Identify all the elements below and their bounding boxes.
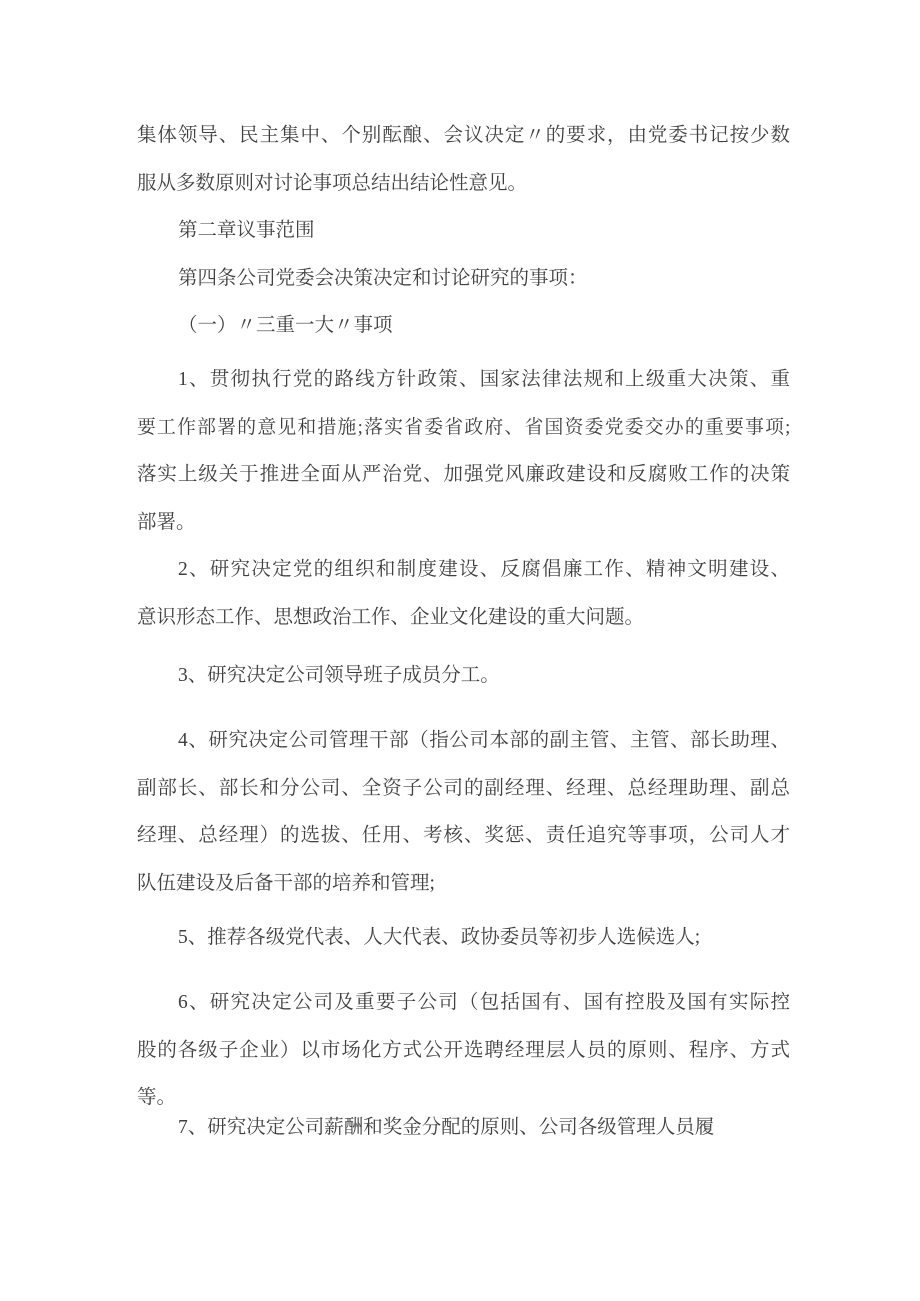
text-line: 第二章议事范围 [178,220,315,242]
text-line: 意识形态工作、思想政治工作、企业文化建设的重大问题。 [137,606,645,628]
text-line: 6、研究决定公司及重要子公司（包括国有、国有控股及国有实际控 [178,992,790,1014]
text-line: 2、研究决定党的组织和制度建设、反腐倡廉工作、精神文明建设、 [178,559,790,581]
text-line: 经理、总经理）的选拔、任用、考核、奖惩、责任追究等事项，公司人才 [137,825,790,847]
text-line: 队伍建设及后备干部的培养和管理; [137,872,435,894]
text-line: 股的各级子企业）以市场化方式公开选聘经理层人员的原则、程序、方式 [137,1039,790,1061]
text-line: 3、研究决定公司领导班子成员分工。 [178,664,500,686]
text-line: 部署。 [137,511,196,533]
text-line: （一）〃三重一大〃事项 [178,315,393,337]
text-line: 服从多数原则对讨论事项总结出结论性意见。 [137,172,528,194]
text-line: 4、研究决定公司管理干部（指公司本部的副主管、主管、部长助理、 [178,730,790,752]
text-line: 落实上级关于推进全面从严治党、加强党风廉政建设和反腐败工作的决策 [137,464,790,486]
text-line: 集体领导、民主集中、个别酝酿、会议决定〃的要求，由党委书记按少数 [137,125,790,146]
text-line: 副部长、部长和分公司、全资子公司的副经理、经理、总经理助理、副总 [137,777,790,799]
document-body [137,112,790,1151]
text-line: 7、研究决定公司薪酬和奖金分配的原则、公司各级管理人员履 [178,1116,715,1138]
text-line: 5、推荐各级党代表、人大代表、政协委员等初步人选候选人; [178,926,701,948]
text-line: 等。 [137,1087,177,1109]
text-line: 第四条公司党委会决策决定和讨论研究的事项： [178,267,588,289]
text-line: 1、贯彻执行党的路线方针政策、国家法律法规和上级重大决策、重 [178,368,790,390]
text-line: 要工作部署的意见和措施;落实省委省政府、省国资委党委交办的重要事项; [137,416,790,438]
